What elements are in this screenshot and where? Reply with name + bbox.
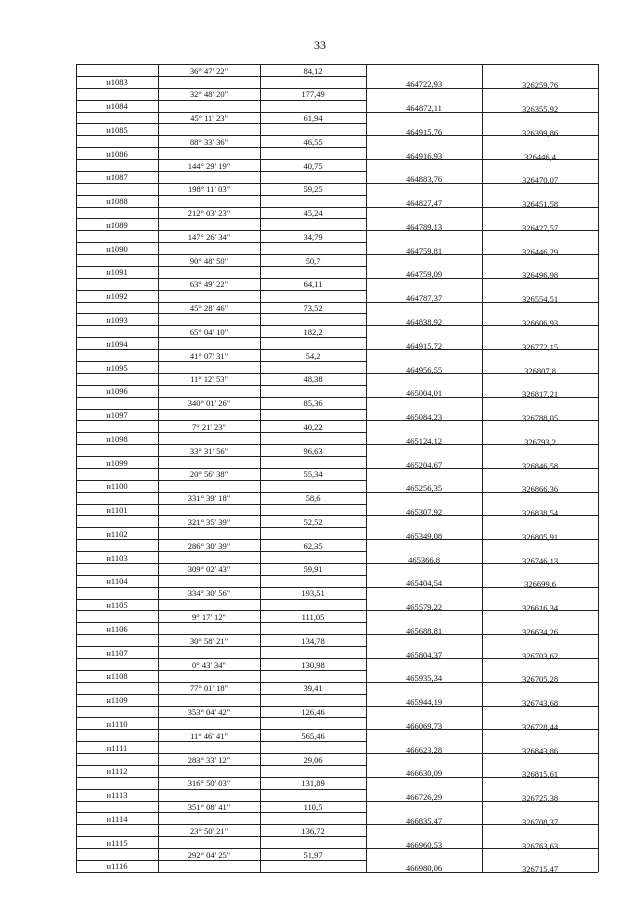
coordinate-x: 465366,8 (408, 554, 440, 565)
segment-length: 45,24 (303, 208, 323, 219)
coordinate-x: 465124,12 (405, 435, 443, 446)
direction-angle: 7° 21' 23" (192, 421, 226, 432)
coordinate-x: 465204,67 (405, 459, 443, 470)
coordinate-x: 464838,92 (405, 316, 443, 327)
segment-length: 111,05 (301, 611, 325, 622)
segment-length: 59,91 (303, 564, 323, 575)
coordinate-x: 465349,08 (405, 530, 443, 541)
coordinate-y: 326399,86 (521, 127, 559, 138)
coordinate-x: 466623,28 (405, 744, 443, 755)
direction-angle: 11° 12' 53" (190, 374, 228, 385)
coordinate-x: 465084,23 (405, 412, 443, 423)
coordinate-x: 464956,55 (405, 364, 443, 375)
segment-length: 52,52 (303, 516, 323, 527)
row-rule (76, 325, 158, 326)
point-name: н1106 (106, 623, 128, 634)
coordinate-y: 326866,36 (521, 484, 559, 495)
coordinate-y: 326259,76 (521, 80, 559, 91)
coordinate-y: 326705,28 (521, 674, 559, 685)
coordinate-y: 326788,05 (521, 413, 559, 424)
coordinate-x: 464759,81 (405, 245, 443, 256)
segment-length: 134,78 (301, 635, 325, 646)
point-name: н1083 (106, 77, 128, 88)
direction-angle: 90° 48' 50" (189, 255, 229, 266)
coordinate-y: 326763,63 (521, 840, 559, 851)
point-name: н1094 (106, 338, 128, 349)
point-name: н1091 (106, 267, 128, 278)
row-rule (76, 349, 158, 350)
row-rule (76, 706, 158, 707)
row-rule (76, 135, 158, 136)
direction-angle: 198° 11' 03" (187, 184, 231, 195)
coordinate-x: 466960,53 (405, 839, 443, 850)
row-rule (76, 468, 158, 469)
segment-length: 59,25 (303, 184, 323, 195)
row-rule (76, 207, 158, 208)
coordinate-x: 466630,09 (405, 768, 443, 779)
coordinate-x: 465944,19 (405, 697, 443, 708)
point-name: н1112 (106, 766, 128, 777)
direction-angle: 45° 11' 23" (190, 113, 228, 124)
direction-angle: 321° 35' 39" (187, 516, 231, 527)
coordinate-x: 464827,47 (405, 198, 443, 209)
row-rule (76, 777, 158, 778)
direction-angle: 331° 39' 18" (187, 493, 231, 504)
row-rule (76, 302, 158, 303)
point-name: н1099 (106, 457, 128, 468)
point-name: н1114 (106, 813, 128, 824)
coordinate-y: 326355,92 (521, 104, 559, 115)
segment-length: 177,49 (301, 89, 325, 100)
coordinate-y: 326634,26 (521, 626, 559, 637)
coordinate-x: 464722,93 (405, 79, 443, 90)
direction-angle: 9° 17' 12" (192, 611, 226, 622)
coordinate-y: 326843,86 (521, 745, 559, 756)
segment-length: 131,89 (301, 778, 325, 789)
direction-angle: 309° 02' 43" (187, 564, 231, 575)
coordinate-x: 465688,81 (405, 625, 443, 636)
row-rule (76, 420, 158, 421)
coordinates-table (76, 64, 598, 875)
direction-angle: 33° 31' 56" (189, 445, 229, 456)
point-name: н1101 (106, 505, 128, 516)
point-name: н1087 (106, 172, 128, 183)
direction-angle: 45° 28' 46" (189, 303, 229, 314)
segment-length: 136,72 (301, 825, 325, 836)
coordinate-y: 326807,8 (524, 365, 556, 376)
point-name: н1102 (106, 528, 128, 539)
coordinate-y: 326703,62 (521, 650, 559, 661)
coordinate-y: 326446,29 (521, 246, 559, 257)
point-name: н1109 (106, 695, 128, 706)
direction-angle: 212° 03' 23" (187, 208, 231, 219)
point-name: н1110 (106, 718, 128, 729)
row-rule (76, 658, 158, 659)
coordinate-y: 326708,37 (521, 816, 559, 827)
direction-angle: 63° 49' 22" (189, 279, 229, 290)
segment-length: 64,11 (303, 279, 323, 290)
coordinate-x: 464789,13 (405, 221, 443, 232)
direction-angle: 340° 01' 26" (187, 398, 231, 409)
coordinate-x: 464915,76 (405, 126, 443, 137)
row-rule (76, 492, 158, 493)
direction-angle: 65° 04' 10" (189, 326, 229, 337)
point-name: н1097 (106, 410, 128, 421)
direction-angle: 32° 48' 20" (189, 89, 229, 100)
direction-angle: 292° 04' 25" (187, 849, 231, 860)
direction-angle: 334° 30' 56" (187, 588, 231, 599)
point-name: н1098 (106, 433, 128, 444)
point-name: н1092 (106, 291, 128, 302)
coordinate-x: 465307,92 (405, 507, 443, 518)
point-name: н1115 (106, 837, 128, 848)
direction-angle: 286° 30' 39" (187, 540, 231, 551)
segment-length: 84,12 (303, 65, 323, 76)
direction-angle: 147° 26' 34" (187, 231, 231, 242)
direction-angle: 351° 08' 41" (187, 802, 231, 813)
direction-angle: 144° 29' 19" (187, 160, 231, 171)
coordinate-x: 464787,37 (405, 293, 443, 304)
coordinate-x: 464916,93 (405, 150, 443, 161)
coordinate-y: 326451,58 (521, 199, 559, 210)
direction-angle: 283° 33' 12" (187, 754, 231, 765)
direction-angle: 316° 50' 03" (187, 778, 231, 789)
direction-angle: 23° 50' 21" (189, 825, 229, 836)
point-name: н1088 (106, 196, 128, 207)
coordinate-y: 326772,15 (521, 341, 559, 352)
direction-angle: 36° 47' 22" (189, 65, 229, 76)
row-rule (76, 753, 158, 754)
coordinate-y: 326815,61 (521, 769, 559, 780)
direction-angle: 77° 01' 18" (189, 683, 229, 694)
coordinate-x: 465404,54 (405, 578, 443, 589)
coordinate-y: 326427,57 (521, 222, 559, 233)
point-name: н1100 (106, 481, 128, 492)
segment-length: 182,2 (303, 326, 323, 337)
coordinate-y: 326817,21 (521, 389, 559, 400)
row-rule (76, 373, 158, 374)
coordinate-y: 326746,13 (521, 555, 559, 566)
point-name: н1103 (106, 552, 128, 563)
direction-angle: 88° 33' 36" (189, 136, 229, 147)
segment-length: 50,7 (305, 255, 321, 266)
row-rule (76, 729, 158, 730)
segment-length: 40,22 (303, 421, 323, 432)
row-rule (76, 682, 158, 683)
segment-length: 39,41 (303, 683, 323, 694)
coordinate-x: 466069,73 (405, 720, 443, 731)
table-column-rule (598, 64, 599, 872)
segment-length: 62,35 (303, 540, 323, 551)
point-name: н1084 (106, 101, 128, 112)
coordinate-y: 326554,51 (521, 294, 559, 305)
point-name: н1095 (106, 362, 128, 373)
row-rule (76, 634, 158, 635)
segment-length: 193,51 (301, 588, 325, 599)
segment-length: 565,46 (301, 730, 325, 741)
row-rule (76, 397, 158, 398)
coordinate-x: 464872,11 (406, 103, 442, 114)
row-rule (76, 587, 158, 588)
segment-length: 40,75 (303, 160, 323, 171)
segment-length: 110,5 (303, 802, 323, 813)
coordinate-x: 464759,09 (405, 269, 443, 280)
coordinate-x: 465256,35 (405, 483, 443, 494)
point-name: н1111 (106, 742, 128, 753)
page-number: 33 (314, 38, 326, 52)
segment-length: 46,55 (303, 136, 323, 147)
segment-length: 130,98 (301, 659, 325, 670)
segment-length: 55,34 (303, 469, 323, 480)
coordinate-x: 466835,47 (405, 815, 443, 826)
row-rule (76, 610, 158, 611)
row-rule (76, 230, 158, 231)
direction-angle: 11° 46' 41" (190, 730, 228, 741)
direction-angle: 353° 04' 42" (187, 707, 231, 718)
direction-angle: 30° 58' 21" (189, 635, 229, 646)
point-name: н1116 (106, 861, 128, 872)
coordinate-x: 465804,37 (405, 649, 443, 660)
coordinate-x: 465935,34 (405, 673, 443, 684)
coordinate-x: 464883,76 (405, 174, 443, 185)
row-rule (76, 88, 158, 89)
coordinate-y: 326725,38 (521, 793, 559, 804)
coordinate-x: 466726,29 (405, 792, 443, 803)
coordinate-y: 326606,93 (521, 317, 559, 328)
coordinate-y: 326805,91 (521, 531, 559, 542)
coordinate-y: 326496,98 (521, 270, 559, 281)
segment-length: 61,94 (303, 113, 323, 124)
point-name: н1107 (106, 647, 128, 658)
point-name: н1096 (106, 386, 128, 397)
coordinate-x: 465579,22 (405, 602, 443, 613)
coordinate-y: 326838,54 (521, 508, 559, 519)
row-rule (76, 183, 158, 184)
row-rule (76, 801, 158, 802)
coordinate-y: 326793,2 (524, 436, 556, 447)
coordinate-y: 326616,34 (521, 603, 559, 614)
row-rule (76, 444, 158, 445)
coordinate-x: 464915,72 (405, 340, 443, 351)
row-rule (76, 848, 158, 849)
segment-length: 96,63 (303, 445, 323, 456)
direction-angle: 41° 07' 31" (189, 350, 229, 361)
segment-length: 58,6 (305, 493, 321, 504)
segment-length: 34,79 (303, 231, 323, 242)
coordinate-y: 326699,6 (524, 579, 556, 590)
point-name: н1113 (106, 790, 128, 801)
coordinate-y: 326846,58 (521, 460, 559, 471)
point-name: н1090 (106, 243, 128, 254)
coordinate-y: 326470,07 (521, 175, 559, 186)
row-rule (76, 278, 158, 279)
coordinate-x: 465004,01 (405, 388, 443, 399)
point-name: н1104 (106, 576, 128, 587)
coordinate-y: 326743,68 (521, 698, 559, 709)
segment-length: 126,46 (301, 707, 325, 718)
segment-length: 51,97 (303, 849, 323, 860)
segment-length: 85,36 (303, 398, 323, 409)
point-name: н1108 (106, 671, 128, 682)
point-name: н1086 (106, 148, 128, 159)
direction-angle: 20° 56' 38" (189, 469, 229, 480)
row-rule (76, 563, 158, 564)
point-name: н1085 (106, 124, 128, 135)
coordinate-y: 326446,4 (524, 151, 556, 162)
row-rule (76, 112, 158, 113)
coordinate-x: 466980,06 (405, 863, 443, 874)
point-name: н1105 (106, 600, 128, 611)
row-rule (76, 539, 158, 540)
point-name: н1089 (106, 219, 128, 230)
segment-length: 48,38 (303, 374, 323, 385)
row-rule (76, 254, 158, 255)
segment-length: 54,2 (305, 350, 321, 361)
coordinate-y: 326715,47 (521, 864, 559, 875)
row-rule (76, 515, 158, 516)
coordinate-y: 326728,44 (521, 721, 559, 732)
point-name: н1093 (106, 314, 128, 325)
row-rule (76, 824, 158, 825)
segment-length: 73,52 (303, 303, 323, 314)
direction-angle: 0° 43' 34" (192, 659, 226, 670)
row-rule (76, 159, 158, 160)
segment-length: 29,06 (303, 754, 323, 765)
